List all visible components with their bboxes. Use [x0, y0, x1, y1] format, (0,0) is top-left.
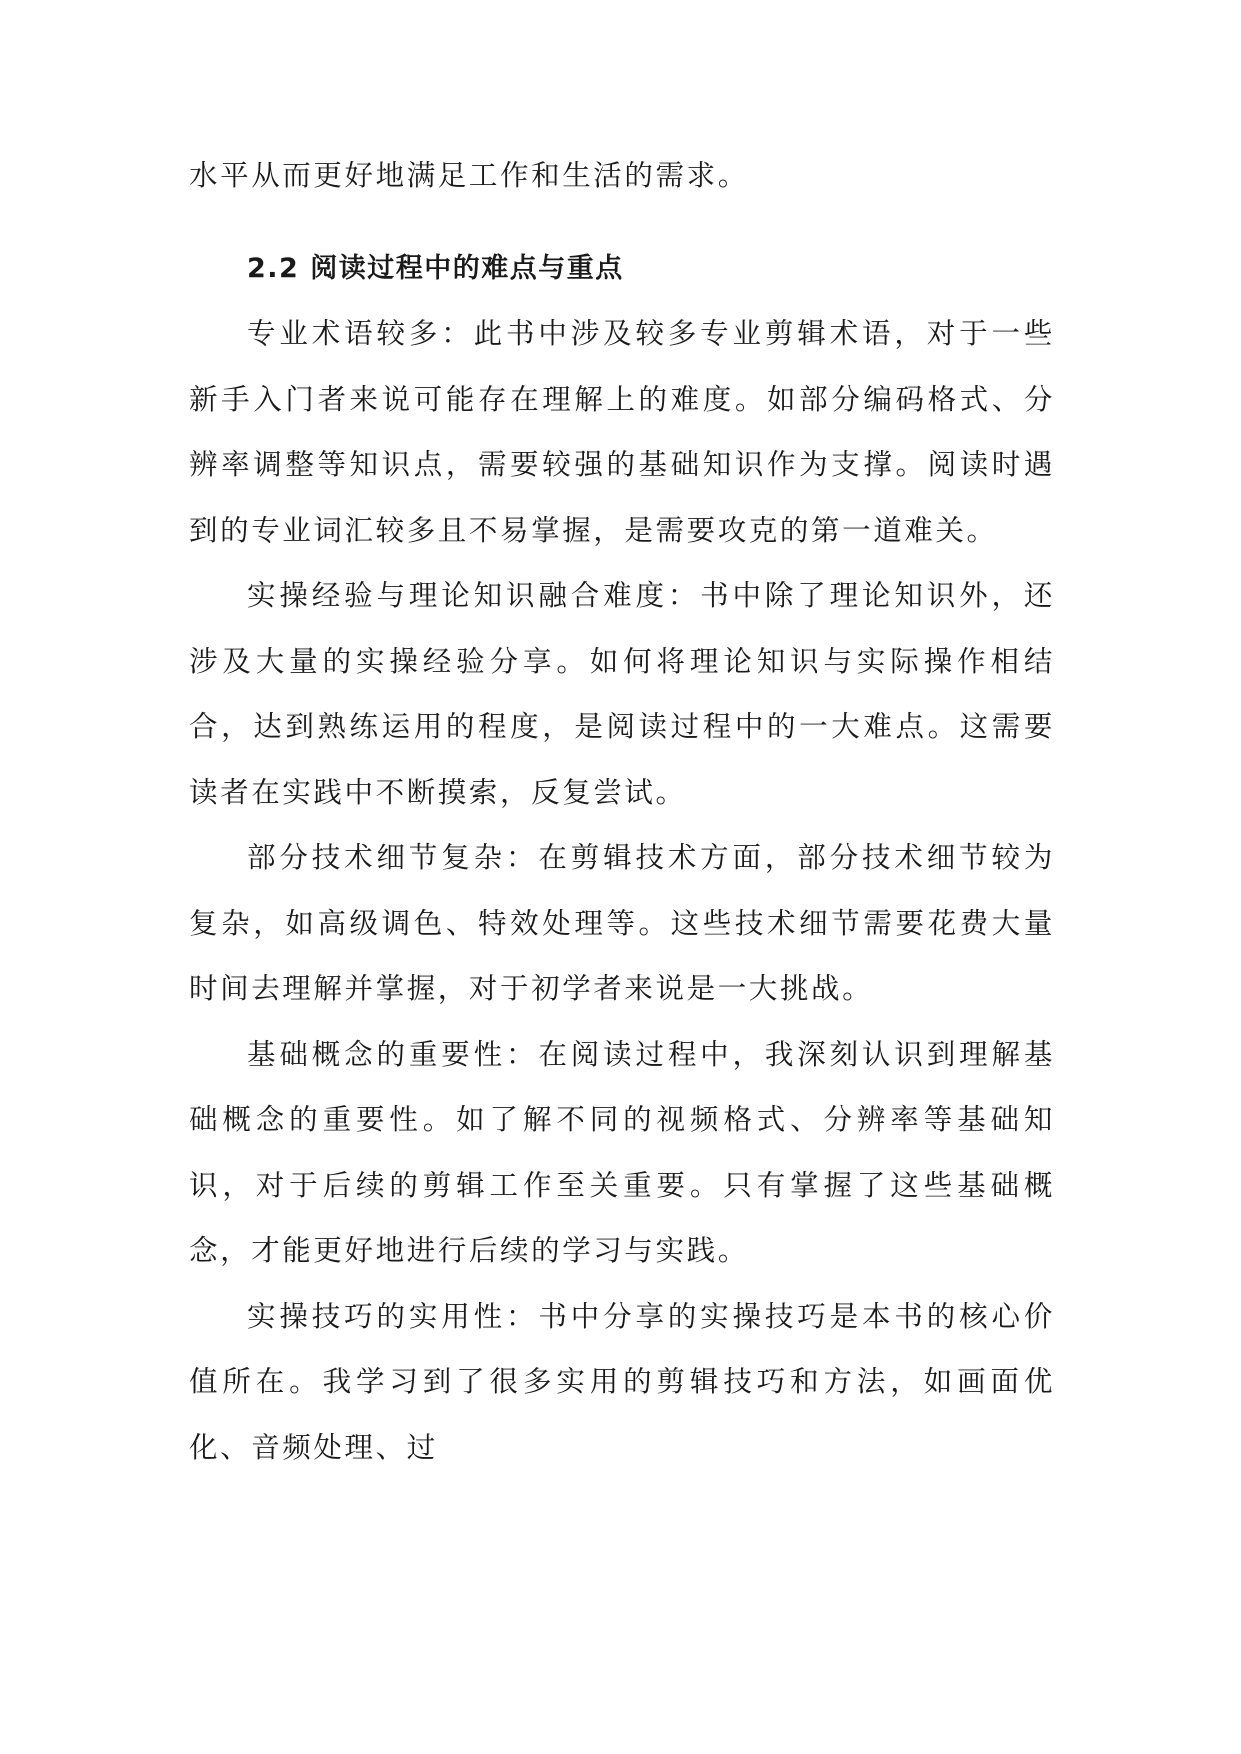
paragraph-terminology: 专业术语较多：此书中涉及较多专业剪辑术语，对于一些新手入门者来说可能存在理解上的难度。如部分编码格式、分辨率调整等知识点，需要较强的基础知识作为支撑。阅读时遇到的专业词汇较多且不易掌握，是需要攻克的第一道难关。 [189, 317, 1055, 547]
document-body [189, 143, 1055, 1480]
paragraph-technical-details: 部分技术细节复杂：在剪辑技术方面，部分技术细节较为复杂，如高级调色、特效处理等。这些技术细节需要花费大量时间去理解并掌握，对于初学者来说是一大挑战。 [189, 841, 1055, 1005]
paragraph-basic-concepts: 基础概念的重要性：在阅读过程中，我深刻认识到理解基础概念的重要性。如了解不同的视频格式、分辨率等基础知识，对于后续的剪辑工作至关重要。只有掌握了这些基础概念，才能更好地进行后续的学习与实践。 [189, 1037, 1055, 1267]
continuation-text: 水平从而更好地满足工作和生活的需求。 [189, 159, 749, 192]
paragraph-practice-theory: 实操经验与理论知识融合难度：书中除了理论知识外，还涉及大量的实操经验分享。如何将理论知识与实际操作相结合，达到熟练运用的程度，是阅读过程中的一大难点。这需要读者在实践中不断摸索，反复尝试。 [189, 579, 1055, 809]
paragraph-practical-skills: 实操技巧的实用性：书中分享的实操技巧是本书的核心价值所在。我学习到了很多实用的剪辑技巧和方法，如画面优化、音频处理、过 [189, 1299, 1055, 1464]
section-heading: 2.2 阅读过程中的难点与重点 [247, 252, 624, 284]
